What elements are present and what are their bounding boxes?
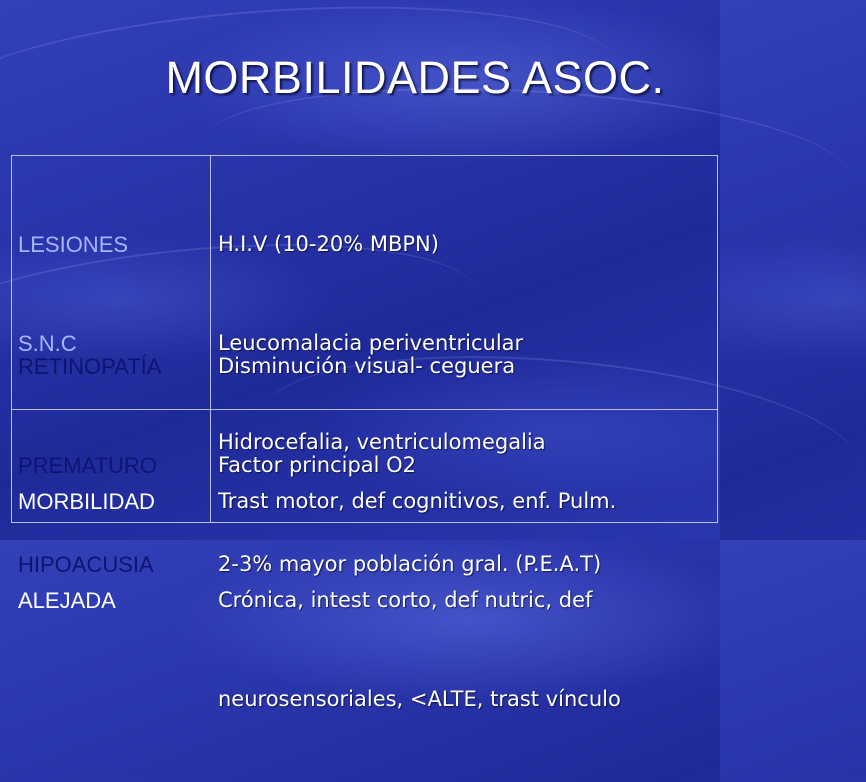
row-1-label-line-2: S.N.C xyxy=(18,331,77,356)
row-2-label-line-3: HIPOACUSIA xyxy=(18,552,154,577)
row-2-desc-line-2: Factor principal O2 xyxy=(218,453,417,477)
column-divider xyxy=(210,156,211,522)
row-3-description xyxy=(218,419,713,782)
row-1-desc-line-2: Leucomalacia periventricular xyxy=(218,331,524,355)
row-3-desc-line-3: neurosensoriales, <ALTE, trast vínculo xyxy=(218,687,621,711)
row-2-label-line-1: RETINOPATÍA xyxy=(18,354,162,379)
row-2-desc-line-3: 2-3% mayor población gral. (P.E.A.T) xyxy=(218,552,602,576)
row-3-label xyxy=(18,419,206,683)
row-1-desc-line-3: Hidrocefalia, ventriculomegalia xyxy=(218,430,546,454)
row-2-desc-line-1: Disminución visual- ceguera xyxy=(218,354,516,378)
row-3-label-line-1: MORBILIDAD xyxy=(18,489,155,514)
slide-title: MORBILIDADES ASOC. xyxy=(165,52,665,103)
row-3-desc-line-1: Trast motor, def cognitivos, enf. Pulm. xyxy=(218,489,617,513)
row-3-desc-line-2: Crónica, intest corto, def nutric, def xyxy=(218,588,593,612)
row-2-label-line-2: PREMATURO xyxy=(18,453,157,478)
row-1-label-line-1: LESIONES xyxy=(18,232,129,257)
row-1-desc-line-1: H.I.V (10-20% MBPN) xyxy=(218,232,439,256)
morbidity-table xyxy=(11,155,718,711)
row-3-label-line-2: ALEJADA xyxy=(18,588,116,613)
